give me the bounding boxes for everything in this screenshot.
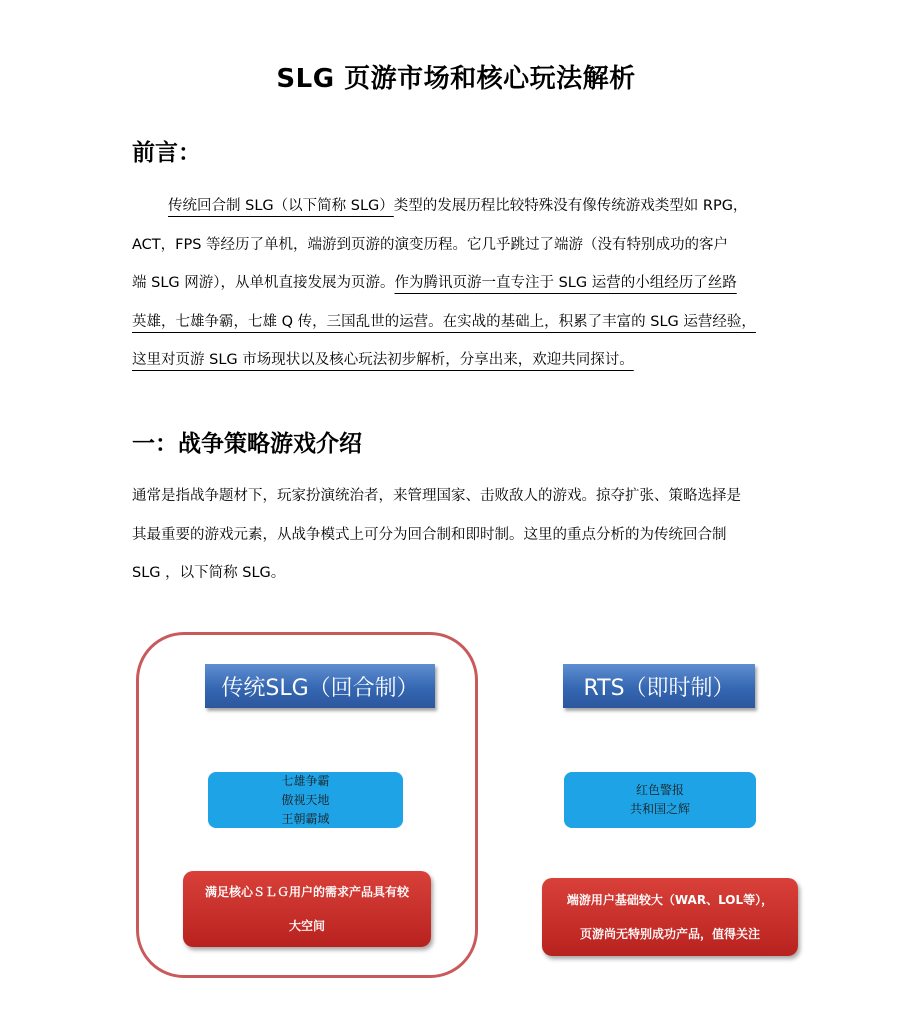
preface-line-2: ACT，FPS 等经历了单机，端游到页游的演变历程。它几乎跳过了端游（没有特别成功的客户: [132, 236, 729, 253]
rts-header: RTS（即时制）: [563, 664, 755, 708]
game-item: 红色警报: [635, 783, 684, 797]
game-item: 傲视天地: [281, 792, 330, 807]
preface-heading: 前言：: [132, 140, 201, 166]
game-item: 共和国之辉: [629, 802, 690, 816]
preface-paragraph: [132, 187, 782, 380]
section1-line-2: 其最重要的游戏元素，从战争模式上可分为回合制和即时制。这里的重点分析的为传统回合制: [132, 526, 727, 543]
section1-heading: 一：战争策略游戏介绍: [132, 431, 362, 457]
section1-line-1: 通常是指战争题材下，玩家扮演统治者，来管理国家、击败敌人的游戏。掠夺扩张、策略选择是: [132, 488, 741, 504]
section1-line-3: SLG ，以下简称 SLG。: [132, 565, 286, 581]
note-line: 满足核心ＳＬＧ用户的需求产品具有较: [204, 885, 409, 899]
note-line: 端游用户基础较大（WAR、LOL等），: [566, 893, 774, 907]
turn-based-header: 传统SLG（回合制）: [205, 664, 435, 708]
note-line: 大空间: [288, 919, 325, 933]
rts-games-box: [564, 772, 756, 828]
preface-line-4: 英雄，七雄争霸，七雄 Q 传，三国乱世的运营。在实战的基础上，积累了丰富的 SLG 运营经验，: [132, 313, 756, 330]
game-item: 王朝霸域: [281, 811, 330, 826]
preface-line-5: 这里对页游 SLG 市场现状以及核心玩法初步解析，分享出来，欢迎共同探讨。: [132, 352, 634, 368]
preface-line-1: 传统回合制 SLG（以下简称 SLG）类型的发展历程比较特殊没有像传统游戏类型如 RPG，: [168, 198, 748, 214]
preface-line-3: 端 SLG 网游），从单机直接发展为页游。作为腾讯页游一直专注于 SLG 运营的小组经历了丝路: [132, 275, 737, 291]
turn-based-note-box: [183, 871, 431, 947]
note-line: 页游尚无特别成功产品，值得关注: [579, 927, 760, 941]
game-item: 七雄争霸: [281, 773, 330, 788]
turn-based-games-box: [208, 772, 403, 828]
section1-paragraph: [132, 477, 782, 593]
rts-note-box: [542, 878, 798, 956]
document-title: SLG 页游市场和核心玩法解析: [276, 64, 636, 94]
